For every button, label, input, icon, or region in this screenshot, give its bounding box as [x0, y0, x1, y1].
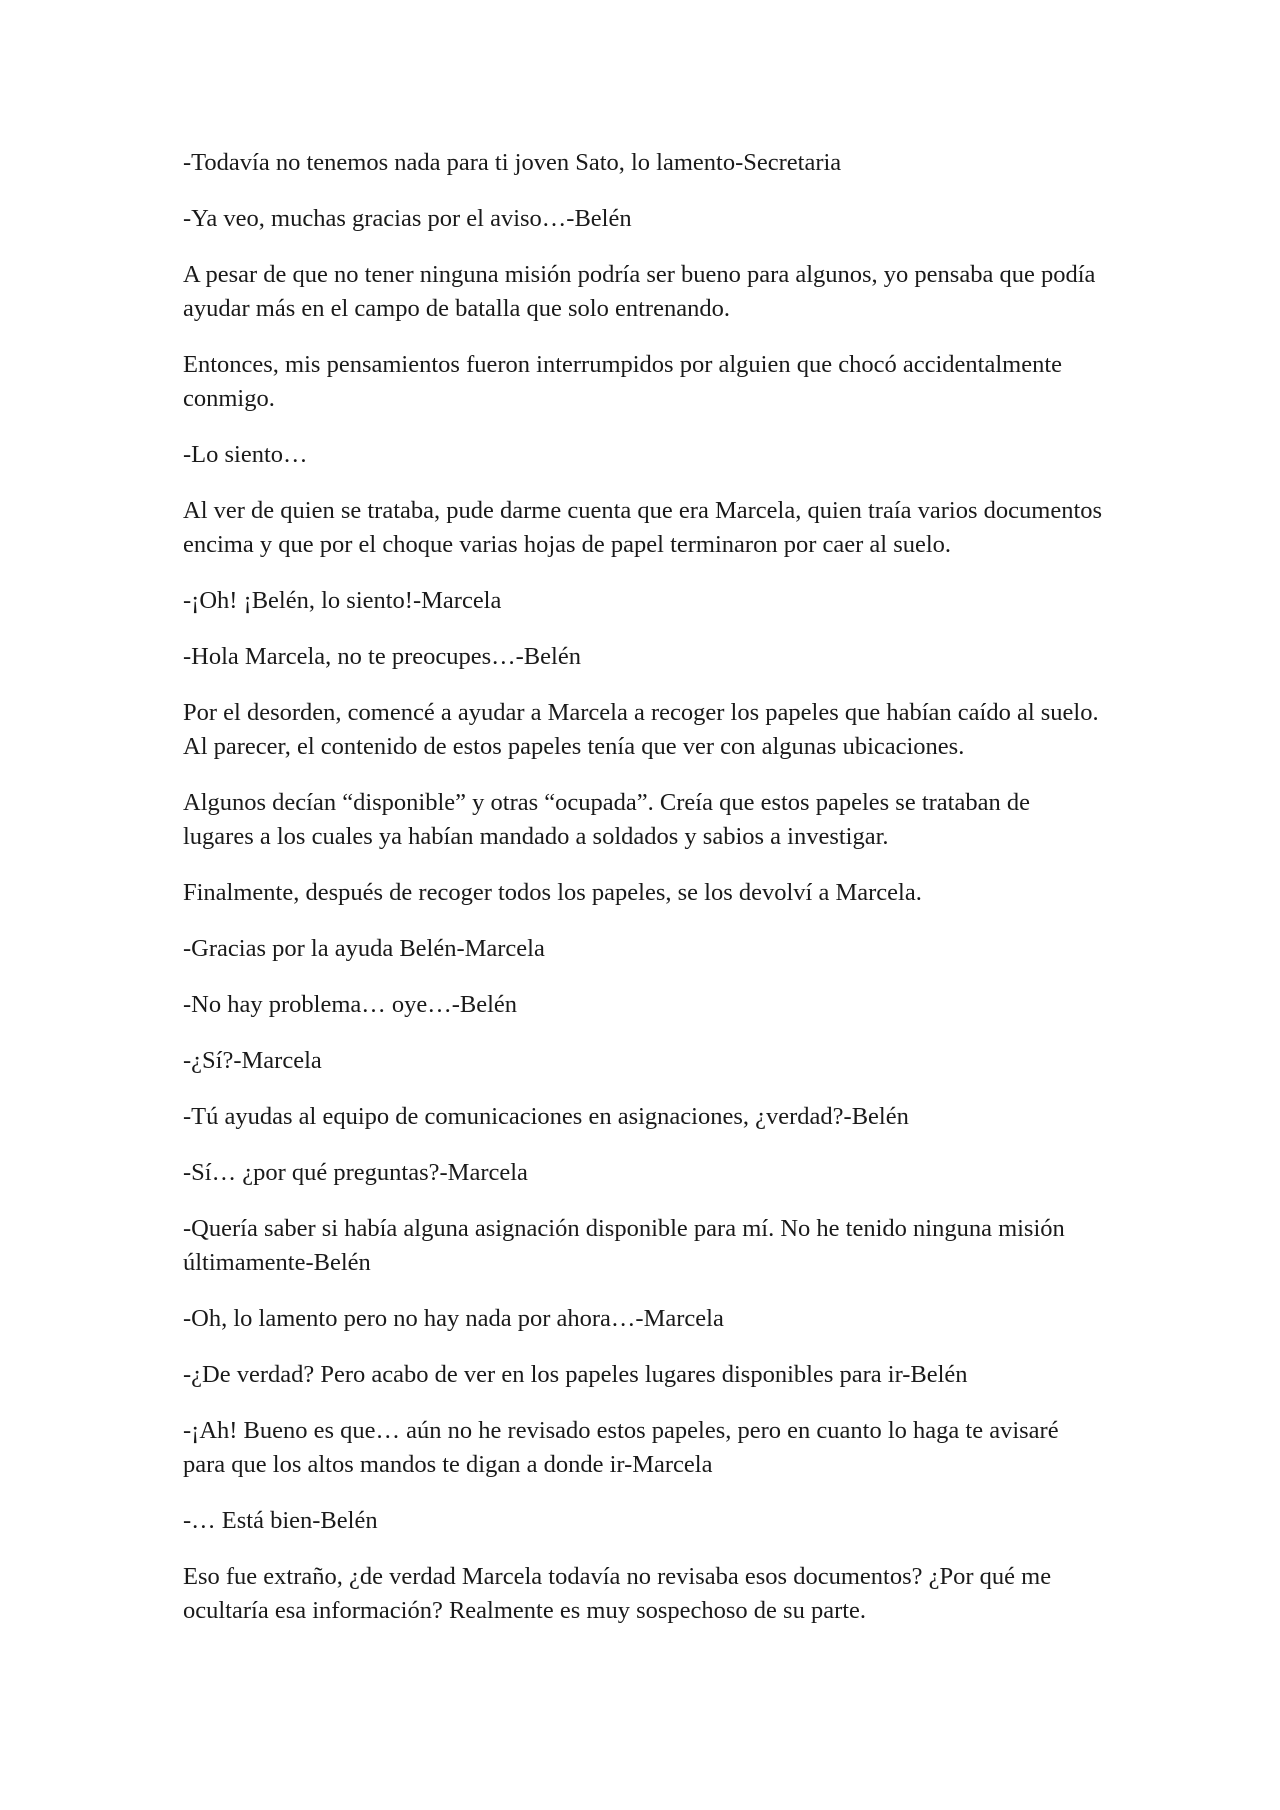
paragraph: -No hay problema… oye…-Belén: [183, 991, 518, 1018]
paragraph: -Quería saber si había alguna asignación disponible para mí. No he tenido ninguna misión últimamente-Belén: [183, 1215, 1065, 1276]
paragraph: -Hola Marcela, no te preocupes…-Belén: [183, 643, 581, 670]
paragraph: Entonces, mis pensamientos fueron interrumpidos por alguien que chocó accidentalmente conmigo.: [183, 351, 1063, 412]
document-page: [183, 146, 1103, 1650]
paragraph: -Gracias por la ayuda Belén-Marcela: [183, 935, 545, 962]
paragraph: -¡Ah! Bueno es que… aún no he revisado estos papeles, pero en cuanto lo haga te avisaré para que los altos mandos te digan a donde ir-Marcela: [183, 1417, 1059, 1478]
paragraph: -¡Oh! ¡Belén, lo siento!-Marcela: [183, 587, 502, 614]
paragraph: -… Está bien-Belén: [183, 1507, 378, 1534]
paragraph: Por el desorden, comencé a ayudar a Marcela a recoger los papeles que habían caído al suelo. Al parecer, el contenido de estos papeles tenía que ver con algunas ubicaciones.: [183, 699, 1099, 760]
paragraph: -Lo siento…: [183, 441, 308, 468]
paragraph: -Oh, lo lamento pero no hay nada por ahora…-Marcela: [183, 1305, 724, 1332]
paragraph: Algunos decían “disponible” y otras “ocupada”. Creía que estos papeles se trataban de lugares a los cuales ya habían mandado a soldados y sabios a investigar.: [183, 789, 1030, 850]
paragraph: -Todavía no tenemos nada para ti joven Sato, lo lamento-Secretaria: [183, 149, 842, 176]
paragraph: Eso fue extraño, ¿de verdad Marcela todavía no revisaba esos documentos? ¿Por qué me ocultaría esa información? Realmente es muy sospechoso de su parte.: [183, 1563, 1052, 1624]
paragraph: -Tú ayudas al equipo de comunicaciones en asignaciones, ¿verdad?-Belén: [183, 1103, 909, 1130]
paragraph: Al ver de quien se trataba, pude darme cuenta que era Marcela, quien traía varios documentos encima y que por el choque varias hojas de papel terminaron por caer al suelo.: [183, 497, 1103, 558]
paragraph: A pesar de que no tener ninguna misión podría ser bueno para algunos, yo pensaba que podía ayudar más en el campo de batalla que solo entrenando.: [183, 261, 1096, 322]
paragraph: -Sí… ¿por qué preguntas?-Marcela: [183, 1159, 528, 1186]
paragraph: Finalmente, después de recoger todos los papeles, se los devolví a Marcela.: [183, 879, 922, 906]
paragraph: -¿De verdad? Pero acabo de ver en los papeles lugares disponibles para ir-Belén: [183, 1361, 968, 1388]
paragraph: -Ya veo, muchas gracias por el aviso…-Belén: [183, 205, 632, 232]
paragraph: -¿Sí?-Marcela: [183, 1047, 322, 1074]
